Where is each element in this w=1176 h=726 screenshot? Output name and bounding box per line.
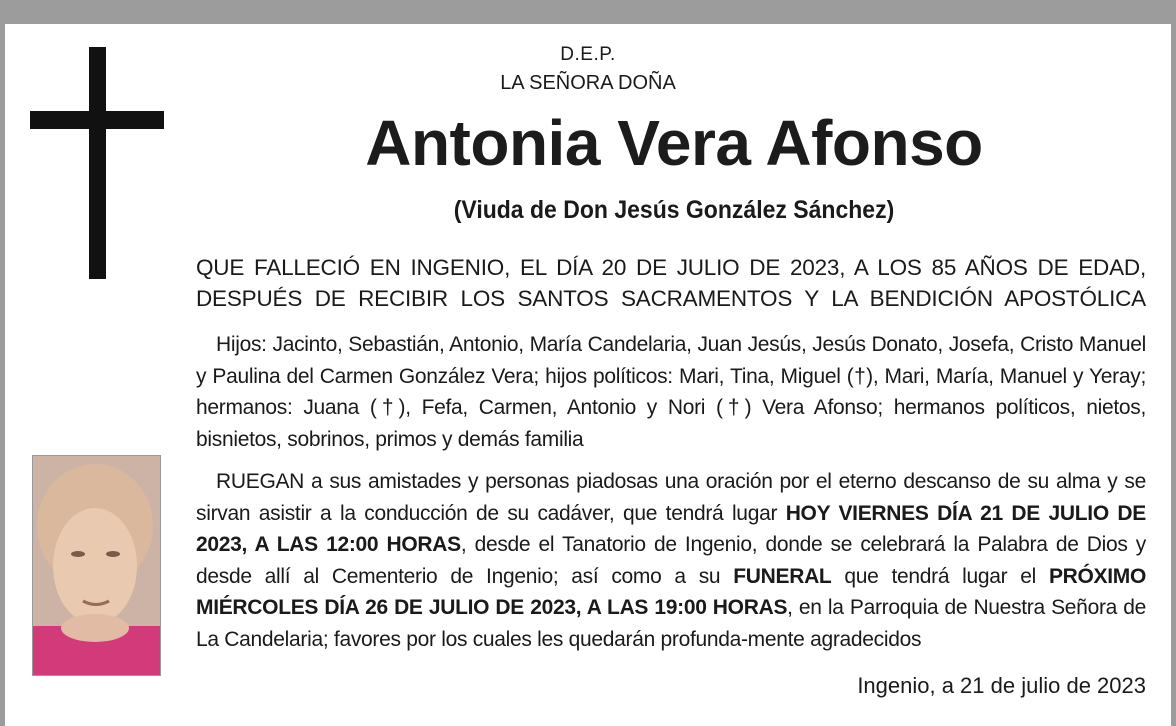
- portrait-photo: [32, 455, 161, 676]
- request-bold-1: HOY VIERNES DÍA 21 DE JULIO DE 2023, A LAS 12:00 HORAS: [196, 501, 1146, 556]
- request-text-1: RUEGAN a sus amistades y personas piadosas una oración por el eterno descanso de su alma y se sirvan asistir a la conducción de su cadáver, que tendrá lugar: [196, 470, 1146, 525]
- announcement-line-2: DESPUÉS DE RECIBIR LOS SANTOS SACRAMENTOS Y LA BENDICIÓN APOSTÓLICA: [196, 286, 1146, 311]
- request-bold-3: PRÓXIMO MIÉRCOLES DÍA 26 DE JULIO DE 2023, A LAS 19:00 HORAS: [196, 564, 1147, 619]
- request-bold-2: FUNERAL: [733, 564, 832, 588]
- announcement-line-1: QUE FALLECIÓ EN INGENIO, EL DÍA 20 DE JULIO DE 2023, A LOS 85 AÑOS DE EDAD,: [196, 255, 1146, 280]
- widow-line: (Viuda de Don Jesús González Sánchez): [453, 196, 895, 224]
- deceased-name: Antonia Vera Afonso: [365, 107, 983, 179]
- request-text-2: , desde el Tanatorio de Ingenio, donde se celebrará la Palabra de Dios y desde allí al Cementerio de Ingenio; así como a su: [196, 533, 1146, 588]
- portrait-illustration: [33, 456, 160, 675]
- request-paragraph: [196, 466, 1146, 655]
- place-date: Ingenio, a 21 de julio de 2023: [857, 673, 1146, 698]
- cross-icon-bar: [30, 111, 164, 129]
- dep-label: D.E.P.: [560, 44, 616, 65]
- request-text-3: que tendrá lugar el: [831, 564, 1049, 588]
- family-paragraph: Hijos: Jacinto, Sebastián, Antonio, María Candelaria, Juan Jesús, Jesús Donato, Josefa, Cristo Manuel y Paulina del Carmen González Vera; hijos políticos: Mari, Tina, Miguel (†), Mari, María, Manuel y Yeray; hermanos: Juana (†), Fefa, Carmen, Antonio y Nori (†) Vera Afonso; hermanos políticos, nietos, bisnietos, sobrinos, primos y demás familia: [196, 333, 1146, 451]
- request-text-4: , en la Parroquia de Nuestra Señora de La Candelaria; favores por los cuales les quedarán profunda-mente agradecidos: [196, 596, 1146, 651]
- title-label: LA SEÑORA DOÑA: [500, 72, 676, 94]
